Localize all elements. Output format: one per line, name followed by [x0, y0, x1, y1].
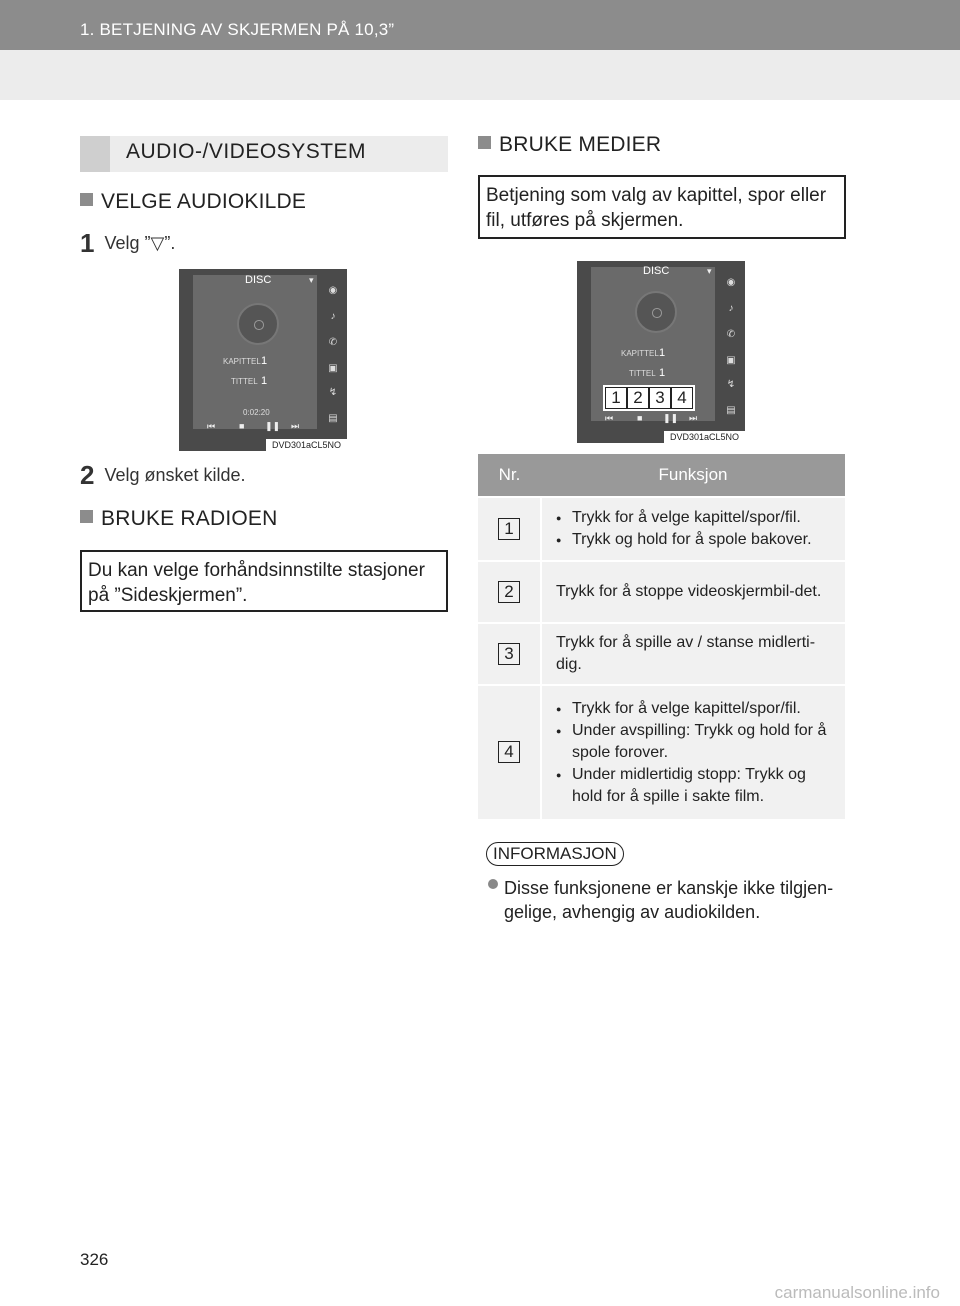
section-header-tab [80, 136, 110, 172]
next-icon: ⏭ [291, 421, 300, 431]
side-climate-icon: ↯ [726, 379, 736, 390]
row-description [541, 685, 845, 819]
side-music-icon: ♪ [728, 303, 734, 314]
media-info-box: Betjening som valg av kapittel, spor eller fil, utføres på skjermen. [478, 175, 846, 239]
chapter-label: KAPITTEL [223, 357, 261, 366]
table-header-row [478, 454, 845, 497]
list-item: ● Under avspilling: Trykk og hold for å spole forover. [556, 720, 835, 764]
stop-icon: ■ [637, 413, 643, 423]
title-value: 1 [261, 375, 268, 387]
image-code: DVD301aCL5NO [664, 431, 745, 443]
table-row [478, 685, 845, 819]
chapter-label: KAPITTEL [621, 349, 659, 358]
dropdown-triangle-icon: ▾ [707, 266, 712, 276]
title-value: 1 [659, 367, 666, 379]
step-1: 1 Velg ”▽”. [80, 228, 176, 258]
section-header [80, 136, 448, 172]
list-item: ● Trykk for å velge kapittel/spor/fil. [556, 698, 835, 720]
title-label: TITTEL [629, 369, 656, 378]
row-description [541, 497, 845, 561]
disc-icon [635, 291, 677, 333]
row-number: 4 [478, 685, 541, 819]
subheading-media: BRUKE MEDIER [478, 133, 661, 157]
image-code: DVD301aCL5NO [266, 439, 347, 451]
square-bullet-icon [478, 136, 491, 149]
side-menu-icon: ▤ [726, 405, 736, 416]
disc-icon [237, 303, 279, 345]
table-row [478, 561, 845, 623]
square-bullet-icon [80, 193, 93, 206]
step-2: 2 Velg ønsket kilde. [80, 460, 246, 490]
page-number: 326 [80, 1250, 109, 1269]
function-table [478, 454, 845, 819]
row-number: 1 [478, 497, 541, 561]
side-phone-icon: ✆ [328, 337, 338, 348]
pause-icon: ❚❚ [265, 421, 281, 431]
list-item: ● Under midlertidig stopp: Trykk og hold for å spille i sakte film. [556, 764, 835, 808]
callout-2: 2 [627, 387, 649, 409]
side-phone-icon: ✆ [726, 329, 736, 340]
source-label: DISC [643, 265, 670, 277]
callout-3: 3 [649, 387, 671, 409]
side-image-icon: ▣ [726, 355, 736, 366]
subheading-audio-source: VELGE AUDIOKILDE [80, 190, 306, 214]
dropdown-triangle-icon: ▾ [309, 275, 314, 285]
radio-info-box: Du kan velge forhåndsinnstilte stasjoner på ”Sideskjermen”. [80, 550, 448, 612]
header-function: Funksjon [541, 454, 845, 497]
chapter-value: 1 [659, 347, 666, 359]
side-image-icon: ▣ [328, 363, 338, 374]
row-description: Trykk for å spille av / stanse midlerti-dig. [541, 623, 845, 685]
bullet-dot-icon [488, 879, 498, 889]
side-power-icon: ◉ [726, 277, 736, 288]
side-menu-icon: ▤ [328, 413, 338, 424]
prev-icon: ⏮ [207, 421, 216, 431]
time-display: 0:02:20 [243, 408, 270, 417]
chapter-title: 1. BETJENING AV SKJERMEN PÅ 10,3” [80, 20, 395, 39]
square-bullet-icon [80, 510, 93, 523]
watermark: carmanualsonline.info [774, 1283, 940, 1302]
stop-icon: ■ [239, 421, 245, 431]
side-music-icon: ♪ [330, 311, 336, 322]
table-row [478, 497, 845, 561]
page-header-bar [0, 0, 960, 50]
row-number: 2 [478, 561, 541, 623]
info-badge: INFORMASJON [486, 842, 624, 866]
screen-content [193, 275, 317, 429]
pause-icon: ❚❚ [663, 413, 679, 423]
side-power-icon: ◉ [328, 285, 338, 296]
chapter-value: 1 [261, 355, 268, 367]
header-nr: Nr. [478, 454, 541, 497]
table-row [478, 623, 845, 685]
screen-image-2 [577, 261, 745, 443]
list-item: ● Trykk og hold for å spole bakover. [556, 529, 835, 551]
row-number: 3 [478, 623, 541, 685]
header-subbar [0, 50, 960, 100]
callout-group [603, 385, 695, 411]
title-label: TITTEL [231, 377, 258, 386]
info-note: Disse funksjonene er kanskje ikke tilgjen-gelige, avhengig av audiokilden. [488, 876, 862, 924]
source-label: DISC [245, 274, 272, 286]
prev-icon: ⏮ [605, 413, 614, 423]
next-icon: ⏭ [689, 413, 698, 423]
screen-image-1 [179, 269, 347, 451]
subheading-radio: BRUKE RADIOEN [80, 507, 277, 531]
row-description: Trykk for å stoppe videoskjermbil-det. [541, 561, 845, 623]
side-climate-icon: ↯ [328, 387, 338, 398]
list-item: ● Trykk for å velge kapittel/spor/fil. [556, 507, 835, 529]
callout-1: 1 [605, 387, 627, 409]
callout-4: 4 [671, 387, 693, 409]
section-title: AUDIO-/VIDEOSYSTEM [126, 140, 367, 163]
